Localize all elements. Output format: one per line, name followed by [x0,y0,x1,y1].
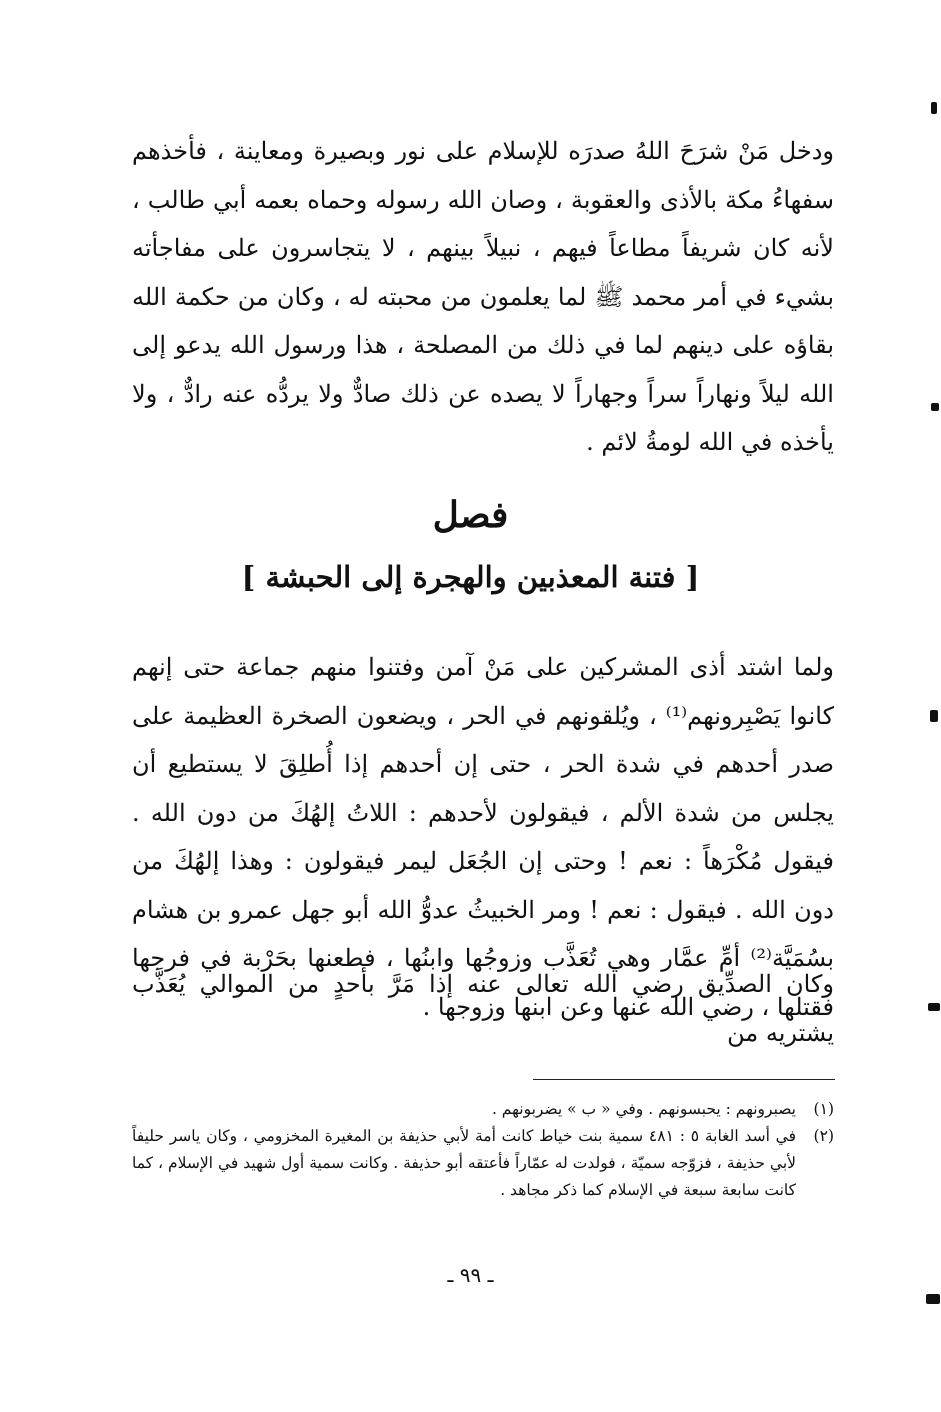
text-line: فيقولون لأحدهم : اللاتُ إلهُكَ من دون الله . فيقول مُكْرَهاً : نعم ! وحتى إن [132,798,834,875]
text-line: ودخل مَنْ شرَحَ اللهُ صدرَه للإسلام على نور وبصيرة ومعاينة ، فأخذهم [132,137,834,165]
text-line: وكان الصدِّيق رضي الله تعالى عنه إذا مَرَّ بأحدٍ من الموالي يُعَذَّب يشتريه من [132,970,834,1047]
scan-edge-mark [931,403,939,411]
footnote-number: (١) [813,1100,834,1118]
text-line: فطعنها بحَرْبة في فرجها فقتلها ، رضي الله عنها وعن ابنها وزوجها . [132,944,834,1021]
section-title: فصل [432,494,509,536]
text-line: شدة الحر ، حتى إن أحدهم إذا أُطلِقَ لا يستطيع أن يجلس من شدة الألم ، [132,750,834,827]
text-line: يَصْبِرونهم⁽¹⁾ ، ويُلقونهم في الحر ، ويضعون الصخرة العظيمة على صدر أحدهم في [132,701,834,778]
text-line: شريفاً مطاعاً فيهم ، نبيلاً بينهم ، لا يتجاسرون على مفاجأته بشيء في أمر محمد [132,234,834,311]
text-line: الله أبو جهل عمرو بن هشام بسُمَيَّة⁽²⁾ أمِّ عمَّار وهي تُعَذَّب وزوجُها وابنُها ، [132,895,835,972]
top-paragraph [132,127,834,467]
section-subtitle: [ فتنة المعذبين والهجرة إلى الحبشة ] [241,560,700,594]
last-paragraph-text [132,960,834,1057]
text-line: سفهاءُ مكة بالأذى والعقوبة ، وصان الله رسوله وحماه بعمه أبي طالب ، لأنه كان [132,185,834,262]
text-line: ولما اشتد أذى المشركين على مَنْ آمن وفتنوا منهم جماعة حتى إنهم كانوا [132,653,834,730]
footnote [132,1096,834,1123]
footnote [132,1123,834,1204]
text-line: ﷺ لما يعلمون من محبته له ، وكان من حكمة الله بقاؤه على دينهم لما في ذلك من [132,282,835,359]
footnote-text: يصبرونهم : يحبسونهم . وفي « ب » يضربونهم . [491,1100,796,1118]
scan-edge-mark [926,1294,940,1304]
last-paragraph [132,960,834,1057]
footnote-text: في أسد الغابة ٥ : ٤٨١ سمية بنت خياط كانت أمة لأبي حذيفة بن المغيرة المخزومي ، وكان ياسر حليفاً لأبي حذيفة ، فزوّجه سميّة ، فولدت له عمّاراً فأعتقه أبو حذيفة . وكانت سمية أول شهيد في الإسلام ، كما كانت سابعة سبعة في الإسلام كما ذكر مجاهد . [132,1127,796,1199]
scan-edge-mark [930,710,938,722]
footnote-number: (٢) [813,1127,834,1145]
text-line: الجُعَل ليمر فيقولون : وهذا إلهُكَ من دون الله . فيقول : نعم ! ومر الخبيثُ عدوُّ [132,847,834,924]
scan-edge-mark [928,1003,940,1011]
page-number: ـ ٩٩ ـ [447,1263,494,1287]
text-line: ذلك صادٌّ ولا يردُّه عنه رادٌّ ، ولا يأخذه في الله لومةُ لائم . [132,379,834,456]
scan-edge-mark [931,102,937,114]
top-paragraph-text [132,127,834,467]
footnote-separator [533,1079,835,1080]
text-line: المصلحة ، هذا ورسول الله يدعو إلى الله ليلاً ونهاراً سراً وجهاراً لا يصده عن [132,331,834,408]
footnotes [132,1096,834,1204]
